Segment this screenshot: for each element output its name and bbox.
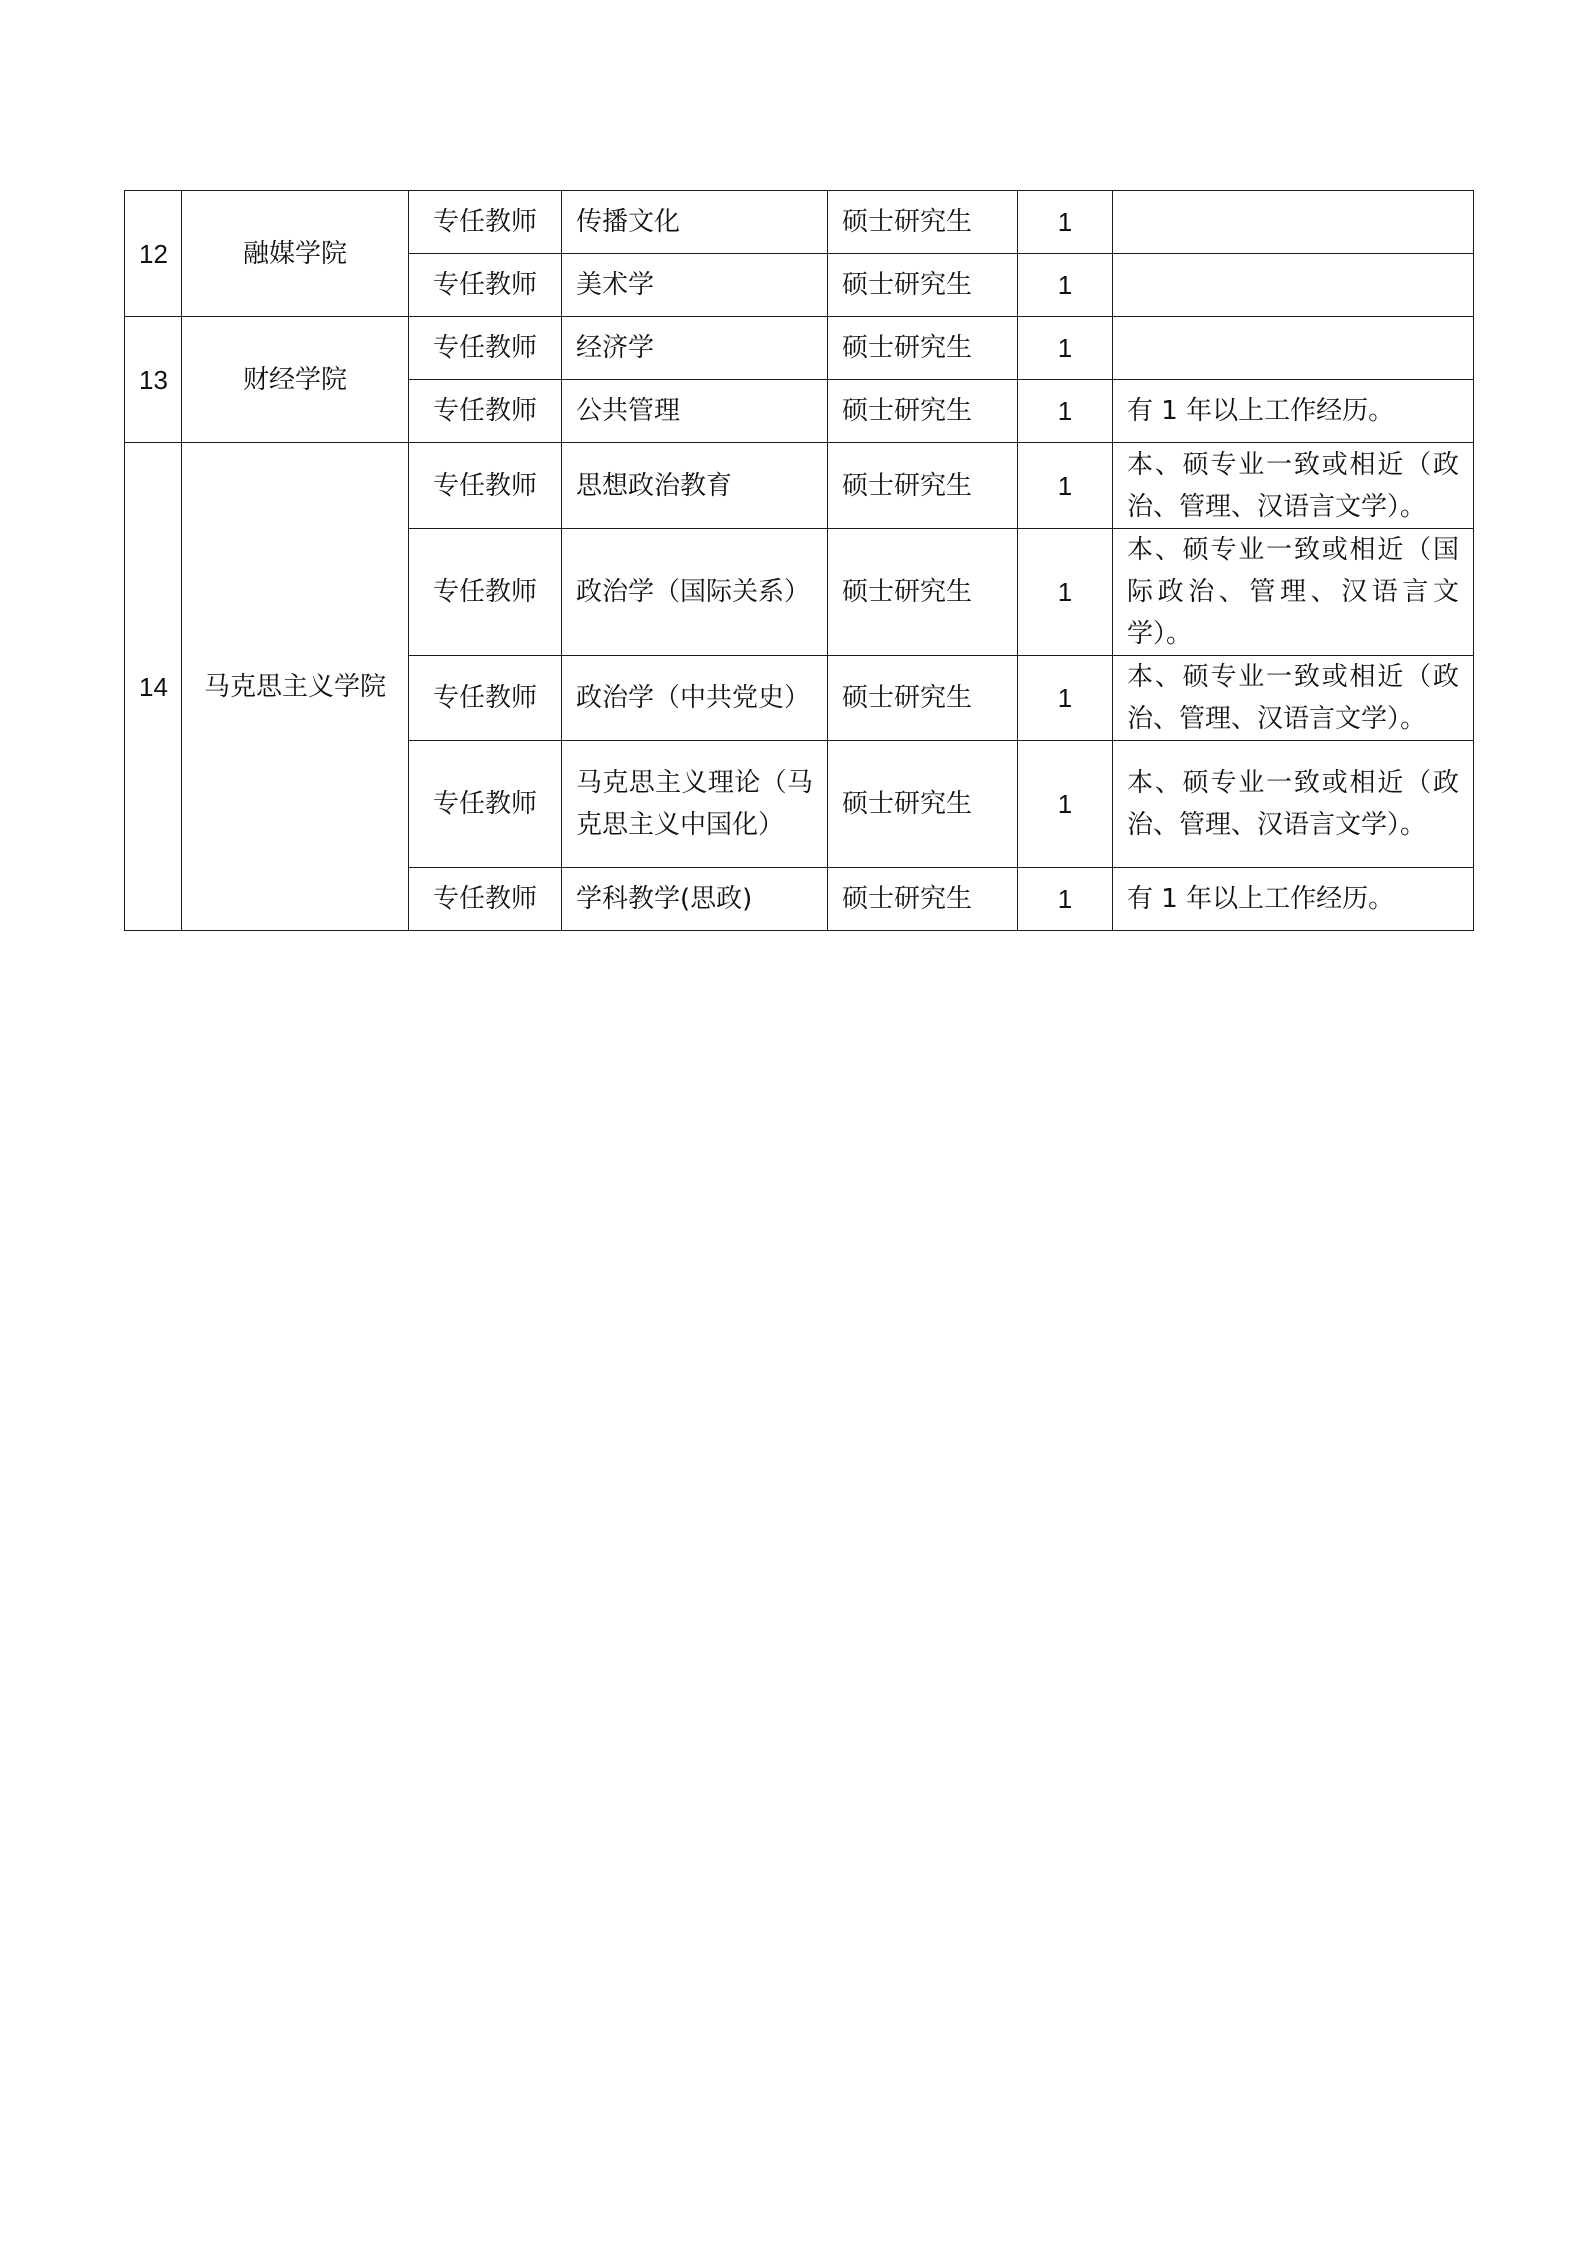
education: 硕士研究生 [828, 191, 1018, 254]
headcount: 1 [1018, 656, 1113, 741]
requirement-note [1113, 254, 1474, 317]
row-number: 14 [125, 443, 182, 931]
college-name: 财经学院 [182, 317, 409, 443]
requirement-note: 本、硕专业一致或相近（政治、管理、汉语言文学）。 [1113, 656, 1474, 741]
headcount: 1 [1018, 254, 1113, 317]
education: 硕士研究生 [828, 380, 1018, 443]
row-number: 13 [125, 317, 182, 443]
college-name: 马克思主义学院 [182, 443, 409, 931]
major: 公共管理 [562, 380, 828, 443]
requirement-note: 本、硕专业一致或相近（国际政治、管理、汉语言文学）。 [1113, 529, 1474, 656]
major: 传播文化 [562, 191, 828, 254]
requirement-note: 有 1 年以上工作经历。 [1113, 380, 1474, 443]
major: 美术学 [562, 254, 828, 317]
education: 硕士研究生 [828, 443, 1018, 529]
headcount: 1 [1018, 380, 1113, 443]
post-type: 专任教师 [409, 868, 562, 931]
major: 马克思主义理论（马克思主义中国化） [562, 741, 828, 868]
education: 硕士研究生 [828, 868, 1018, 931]
headcount: 1 [1018, 529, 1113, 656]
requirement-note: 本、硕专业一致或相近（政治、管理、汉语言文学）。 [1113, 443, 1474, 529]
post-type: 专任教师 [409, 656, 562, 741]
row-number: 12 [125, 191, 182, 317]
post-type: 专任教师 [409, 317, 562, 380]
table-row [125, 191, 1474, 254]
post-type: 专任教师 [409, 254, 562, 317]
education: 硕士研究生 [828, 741, 1018, 868]
post-type: 专任教师 [409, 191, 562, 254]
major: 思想政治教育 [562, 443, 828, 529]
major: 经济学 [562, 317, 828, 380]
table-row [125, 443, 1474, 529]
requirement-note: 本、硕专业一致或相近（政治、管理、汉语言文学）。 [1113, 741, 1474, 868]
college-name: 融媒学院 [182, 191, 409, 317]
requirement-note: 有 1 年以上工作经历。 [1113, 868, 1474, 931]
post-type: 专任教师 [409, 380, 562, 443]
headcount: 1 [1018, 443, 1113, 529]
major: 政治学（中共党史） [562, 656, 828, 741]
requirement-note [1113, 317, 1474, 380]
headcount: 1 [1018, 868, 1113, 931]
education: 硕士研究生 [828, 656, 1018, 741]
requirement-note [1113, 191, 1474, 254]
education: 硕士研究生 [828, 317, 1018, 380]
headcount: 1 [1018, 741, 1113, 868]
headcount: 1 [1018, 317, 1113, 380]
major: 学科教学(思政) [562, 868, 828, 931]
major: 政治学（国际关系） [562, 529, 828, 656]
education: 硕士研究生 [828, 254, 1018, 317]
post-type: 专任教师 [409, 529, 562, 656]
table-row [125, 317, 1474, 380]
recruitment-table [124, 190, 1474, 931]
post-type: 专任教师 [409, 443, 562, 529]
headcount: 1 [1018, 191, 1113, 254]
education: 硕士研究生 [828, 529, 1018, 656]
post-type: 专任教师 [409, 741, 562, 868]
